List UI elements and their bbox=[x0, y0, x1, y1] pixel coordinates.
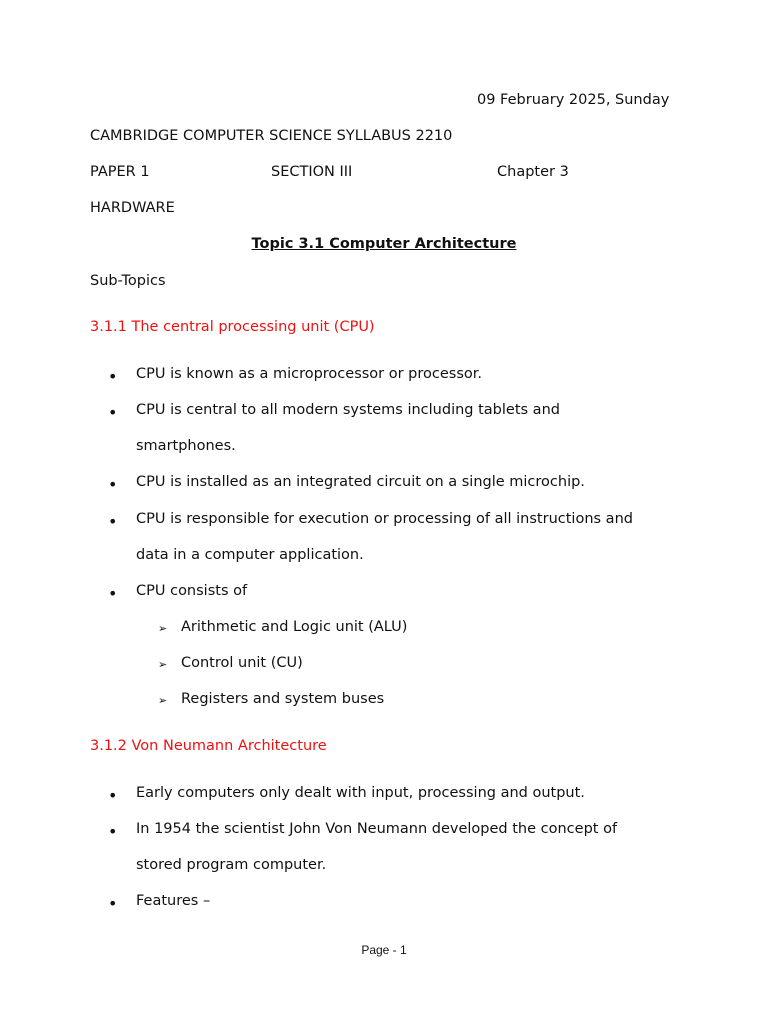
bullet-text: Early computers only dealt with input, processing and output. bbox=[136, 785, 585, 801]
bullet-icon: • bbox=[108, 894, 118, 913]
sub-bullet-text: Control unit (CU) bbox=[181, 655, 303, 671]
section-heading-von-neumann: 3.1.2 Von Neumann Architecture bbox=[90, 738, 327, 754]
bullet-text-continued: stored program computer. bbox=[136, 857, 327, 873]
subtopics-label: Sub-Topics bbox=[90, 273, 166, 289]
bullet-icon: • bbox=[108, 403, 118, 422]
bullet-icon: • bbox=[108, 475, 118, 494]
topic-title: Topic 3.1 Computer Architecture bbox=[251, 236, 517, 252]
bullet-icon: • bbox=[108, 786, 118, 805]
arrow-bullet-icon: ➢ bbox=[158, 622, 168, 635]
unit-label: HARDWARE bbox=[90, 200, 175, 216]
bullet-text: CPU is responsible for execution or processing of all instructions and bbox=[136, 511, 633, 527]
paper-label: PAPER 1 bbox=[90, 164, 150, 180]
section-heading-cpu: 3.1.1 The central processing unit (CPU) bbox=[90, 319, 375, 335]
sub-bullet-text: Registers and system buses bbox=[181, 691, 385, 707]
arrow-bullet-icon: ➢ bbox=[158, 658, 168, 671]
bullet-icon: • bbox=[108, 367, 118, 386]
sub-bullet-text: Arithmetic and Logic unit (ALU) bbox=[181, 619, 408, 635]
bullet-text: CPU is installed as an integrated circuit on a single microchip. bbox=[136, 474, 585, 490]
bullet-text-continued: smartphones. bbox=[136, 438, 236, 454]
bullet-icon: • bbox=[108, 822, 118, 841]
chapter-label: Chapter 3 bbox=[497, 164, 569, 180]
bullet-text: In 1954 the scientist John Von Neumann developed the concept of bbox=[136, 821, 618, 837]
page-number-footer: Page - 1 bbox=[361, 943, 407, 957]
section-label: SECTION III bbox=[271, 164, 353, 180]
bullet-icon: • bbox=[108, 512, 118, 531]
bullet-icon: • bbox=[108, 584, 118, 603]
bullet-text: CPU consists of bbox=[136, 583, 248, 599]
bullet-text: CPU is central to all modern systems including tablets and bbox=[136, 402, 560, 418]
bullet-text: Features – bbox=[136, 893, 211, 909]
date-line: 09 February 2025, Sunday bbox=[477, 92, 670, 108]
bullet-text-continued: data in a computer application. bbox=[136, 547, 364, 563]
arrow-bullet-icon: ➢ bbox=[158, 694, 168, 707]
course-title: CAMBRIDGE COMPUTER SCIENCE SYLLABUS 2210 bbox=[90, 128, 453, 144]
bullet-text: CPU is known as a microprocessor or processor. bbox=[136, 366, 483, 382]
